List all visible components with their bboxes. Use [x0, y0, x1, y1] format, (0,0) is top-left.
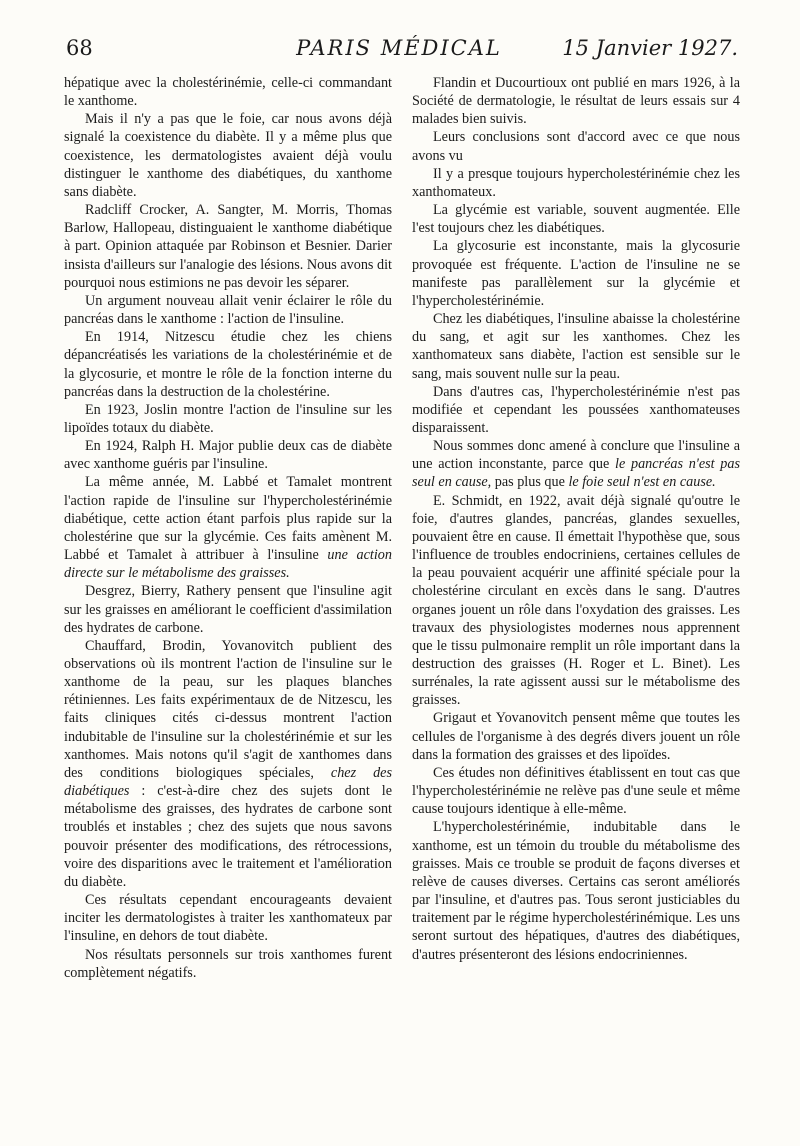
paragraph: En 1923, Joslin montre l'action de l'insuline sur les lipoïdes totaux du diabète. [64, 401, 392, 436]
running-header [58, 36, 740, 68]
paragraph: Radcliff Crocker, A. Sangter, M. Morris, Thomas Barlow, Hallopeau, distinguaient le xanthome diabétique à part. Opinion attaquée par Robinson et Besnier. Darier insista d'ailleurs sur l'analogie des lésions. Nous avons dit pourquoi nous estimions ne pas devoir les séparer. [64, 202, 392, 291]
paragraph: Chez les diabétiques, l'insuline abaisse la cholestérine du sang, et agit sur les xanthomes. Chez les xanthomateux sans diabète, l'action est sensible sur le sang, mais souvent nulle sur la peau. [412, 311, 740, 382]
paragraph: Il y a presque toujours hypercholestérinémie chez les xanthomateux. [412, 165, 740, 200]
paragraph: Nos résultats personnels sur trois xanthomes furent complètement négatifs. [64, 946, 392, 981]
paragraph: La glycosurie est inconstante, mais la glycosurie provoquée est fréquente. L'action de l'insuline ne se manifeste pas parallèlement sur la glycémie et l'hypercholestérinémie. [412, 238, 740, 309]
paragraph: L'hypercholestérinémie, indubitable dans le xanthome, est un témoin du trouble du métabolisme des graisses. Mais ce trouble se produit de façons diverses et relève de causes diverses. Certains cas seront améliorés par l'insuline, et d'autres pas. Tous seront justiciables du traitement par le régime hypercholestérinémique. Les uns seront surtout des hépatiques, d'autres des diabétiques, d'autres présenteront des lésions endocriniennes. [412, 819, 740, 963]
italic-emphasis: le foie seul n'est en cause. [568, 474, 716, 491]
paragraph: hépatique avec la cholestérinémie, celle-ci commandant le xanthome. [64, 75, 392, 110]
issue-date: 15 Janvier 1927. [562, 36, 738, 60]
paragraph: La même année, M. Labbé et Tamalet montrent l'action rapide de l'insuline sur l'hypercholestérinémie diabétique, cette action étant parfois plus rapide sur la cholestérine que sur la glycémie. Ces faits amènent M. Labbé et Tamalet à attribuer à l'insuline une action directe sur le métabolisme des graisses. [64, 474, 392, 582]
paragraph: En 1924, Ralph H. Major publie deux cas de diabète avec xanthome guéris par l'insuline. [64, 438, 392, 473]
paragraph: En 1914, Nitzescu étudie chez les chiens dépancréatisés les variations de la cholestérinémie et de la glycosurie, et montre le rôle de la fonction interne du pancréas dans la destruction de la cholestérine. [64, 329, 392, 400]
right-column [412, 74, 740, 964]
paragraph: Flandin et Ducourtioux ont publié en mars 1926, à la Société de dermatologie, le résultat de leurs essais sur 4 malades bien suivis. [412, 75, 740, 128]
paragraph: Dans d'autres cas, l'hypercholestérinémie n'est pas modifiée et cependant les poussées xanthomateuses disparaissent. [412, 383, 740, 436]
paragraph: Grigaut et Yovanovitch pensent même que toutes les cellules de l'organisme à des degrés divers jouent un rôle dans la formation des graisses et des lipoïdes. [412, 710, 740, 763]
paragraph: Un argument nouveau allait venir éclairer le rôle du pancréas dans le xanthome : l'action de l'insuline. [64, 292, 392, 328]
italic-emphasis: chez des diabétiques [64, 764, 392, 800]
paragraph: Ces résultats cependant encourageants devaient inciter les dermatologistes à traiter les xanthomateux par l'insuline, en dehors de tout diabète. [64, 892, 392, 945]
paragraph: Leurs conclusions sont d'accord avec ce que nous avons vu [412, 129, 740, 164]
paragraph: Nous sommes donc amené à conclure que l'insuline a une action inconstante, parce que le pancréas n'est pas seul en cause, pas plus que le foie seul n'est en cause. [412, 438, 740, 491]
paragraph: E. Schmidt, en 1922, avait déjà signalé qu'outre le foie, d'autres glandes, pancréas, glandes sexuelles, pouvaient être en cause. Il émettait l'hypothèse que, sous l'influence de troubles endocriniens, certaines cellules de la peau pouvaient acquérir une affinité spéciale pour la cholestérine circulant en excès dans le sang. D'autres organes jouent un rôle dans l'oxydation des graisses. Les travaux des physiologistes modernes nous apprennent que le tissu pulmonaire remplit un rôle important dans la destruction des graisses (H. Roger et L. Binet). Les surrénales, la rate agissent aussi sur le métabolisme des graisses. [412, 492, 740, 709]
paragraph: Ces études non définitives établissent en tout cas que l'hypercholestérinémie ne relève pas d'une seule et même cause toujours identique à elle-même. [412, 764, 740, 818]
page-number: 68 [66, 36, 93, 60]
paragraph: Desgrez, Bierry, Rathery pensent que l'insuline agit sur les graisses en améliorant le coefficient d'assimilation des hydrates de carbone. [64, 583, 392, 636]
paragraph: La glycémie est variable, souvent augmentée. Elle l'est toujours chez les diabétiques. [412, 202, 740, 237]
italic-emphasis: le pancréas n'est pas seul en cause, [412, 456, 740, 491]
italic-emphasis: une action directe sur le métabolisme des graisses. [64, 547, 392, 582]
left-column [64, 74, 392, 982]
paragraph: Chauffard, Brodin, Yovanovitch publient des observations où ils montrent l'action de l'insuline sur le xanthome de la peau, sur les plaques blanches rétiniennes. Les faits expérimentaux de de Nitzescu, les faits cliniques cités ci-dessus montrent l'action indubitable de l'insuline sur la cholestérinémie et sur les xanthomes. Mais notons qu'il s'agit de xanthomes dans des conditions biologiques spéciales, chez des diabétiques : c'est-à-dire chez des sujets dont le métabolisme des graisses, des hydrates de carbone sont troublés et instables ; chez des sujets que nous savons pouvoir présenter des modifications, des rétrocessions, voire des disparitions avec le traitement et l'amélioration du diabète. [64, 637, 392, 890]
journal-title: PARIS MÉDICAL [296, 36, 502, 60]
paragraph: Mais il n'y a pas que le foie, car nous avons déjà signalé la coexistence du diabète. Il y a même plus que coexistence, les dermatologistes avaient déjà voulu distinguer le xanthome des diabétiques, du xanthome sans diabète. [64, 111, 392, 200]
